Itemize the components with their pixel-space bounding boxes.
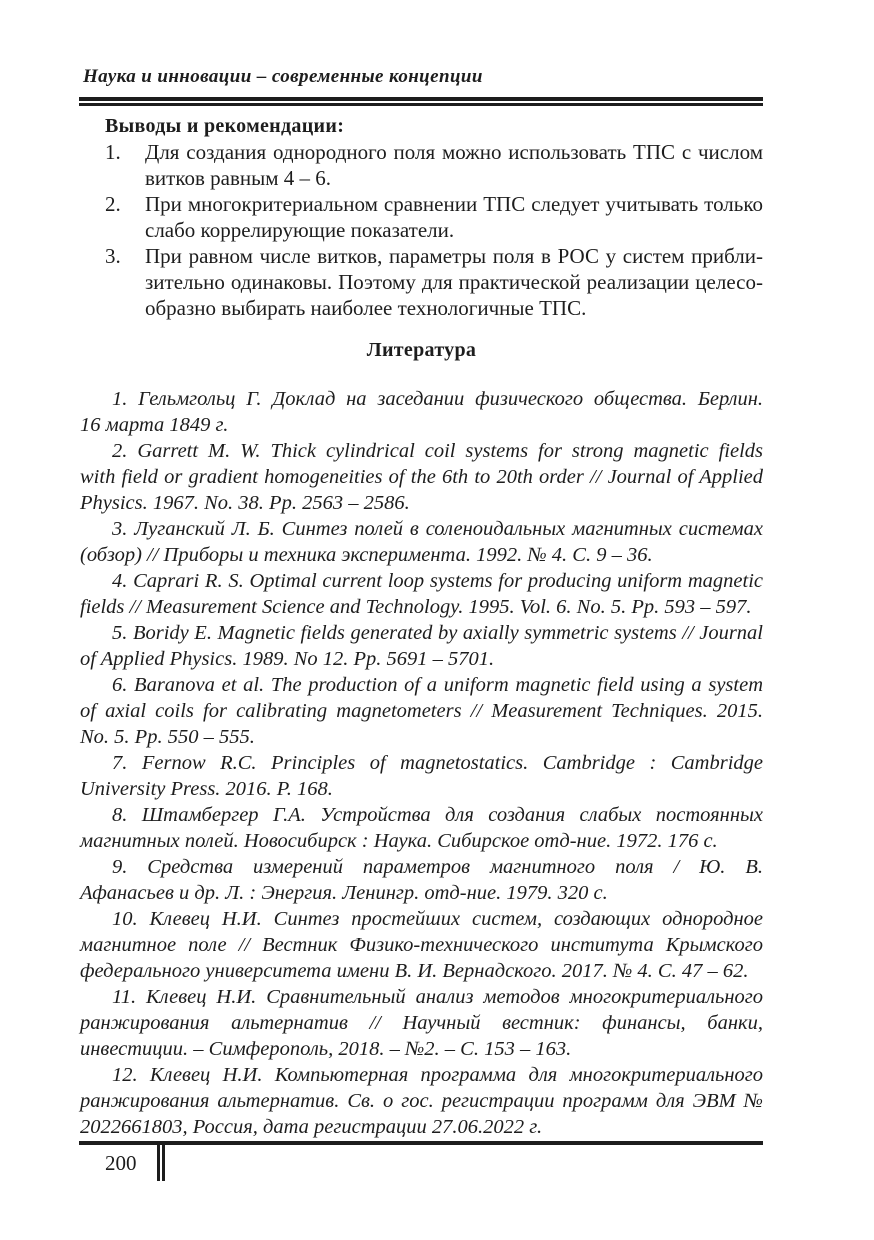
conclusion-list-item: [80, 191, 763, 243]
reference-item: [80, 568, 763, 620]
reference-item: [80, 620, 763, 672]
text-line: магнитных полей. Новосибирск : Наука. Сибирское отд-ние. 1972. 176 с.: [80, 830, 718, 852]
text-line: 16 марта 1849 г.: [80, 414, 229, 436]
text-line: федерального университета имени В. И. Вернадского. 2017. № 4. С. 47 – 62.: [80, 960, 749, 982]
running-header-title: Наука и инновации – современные концепции: [83, 66, 483, 87]
text-line: зительно одинаковы. Поэтому для практической реализации целесо-: [145, 270, 763, 294]
text-line: 9. Средства измерений параметров магнитного поля / Ю. В.: [112, 856, 763, 878]
conclusion-list-item: [80, 243, 763, 321]
footer-divider-bar: [157, 1145, 165, 1181]
text-line: of axial coils for calibrating magnetometers // Measurement Techniques. 2015.: [80, 700, 763, 722]
header-rule: [79, 97, 763, 106]
reference-item: [80, 984, 763, 1062]
conclusions-heading: Выводы и рекомендации:: [105, 115, 345, 137]
text-line: 8. Штамбергер Г.А. Устройства для создания слабых постоянных: [112, 804, 763, 826]
literature-heading: Литература: [366, 339, 477, 361]
list-item-text: [145, 139, 763, 191]
text-line: University Press. 2016. P. 168.: [80, 778, 333, 800]
reference-item: [80, 386, 763, 438]
reference-item: [80, 854, 763, 906]
reference-item: [80, 802, 763, 854]
text-line: 7. Fernow R.C. Principles of magnetostatics. Cambridge : Cambridge: [112, 752, 763, 774]
text-line: образно выбирать наиболее технологичные ТПС.: [145, 296, 587, 320]
text-line: 10. Клевец Н.И. Синтез простейших систем, создающих однородное: [112, 908, 763, 930]
text-line: слабо коррелирующие показатели.: [145, 218, 455, 242]
reference-item: [80, 438, 763, 516]
text-line: При многокритериальном сравнении ТПС следует учитывать только: [145, 192, 763, 216]
text-line: Physics. 1967. No. 38. Pp. 2563 – 2586.: [80, 492, 410, 514]
text-line: ранжирования альтернатив. Св. о гос. регистрации программ для ЭВМ №: [80, 1090, 763, 1112]
text-line: (обзор) // Приборы и техника эксперимента. 1992. № 4. С. 9 – 36.: [80, 544, 653, 566]
page-number: 200: [105, 1151, 137, 1175]
reference-item: [80, 1062, 763, 1140]
list-item-number: 1.: [105, 140, 121, 164]
text-line: 2. Garrett M. W. Thick cylindrical coil systems for strong magnetic fields: [112, 440, 763, 462]
conclusions-list: [80, 139, 763, 321]
text-line: with field or gradient homogeneities of the 6th to 20th order // Journal of Applied: [80, 466, 763, 488]
text-line: Афанасьев и др. Л. : Энергия. Ленингр. отд-ние. 1979. 320 с.: [80, 882, 608, 904]
text-line: 3. Луганский Л. Б. Синтез полей в соленоидальных магнитных системах: [112, 518, 763, 540]
text-line: 5. Boridy E. Magnetic fields generated by axially symmetric systems // Journal: [112, 622, 763, 644]
reference-item: [80, 750, 763, 802]
list-item-text: [145, 243, 763, 321]
reference-item: [80, 516, 763, 568]
text-line: ранжирования альтернатив // Научный вестник: финансы, банки,: [80, 1012, 763, 1034]
text-line: 4. Caprari R. S. Optimal current loop systems for producing uniform magnetic: [112, 570, 763, 592]
text-line: Для создания однородного поля можно использовать ТПС с числом: [145, 140, 763, 164]
text-line: No. 5. Pp. 550 – 555.: [80, 726, 255, 748]
text-line: витков равным 4 – 6.: [145, 166, 332, 190]
text-line: 2022661803, Россия, дата регистрации 27.06.2022 г.: [80, 1116, 543, 1138]
text-line: инвестиции. – Симферополь, 2018. – №2. – С. 153 – 163.: [80, 1038, 572, 1060]
text-line: 6. Baranova et al. The production of a uniform magnetic field using a system: [112, 674, 763, 696]
reference-item: [80, 672, 763, 750]
reference-item: [80, 906, 763, 984]
page-footer: [79, 1141, 763, 1195]
text-line: магнитное поле // Вестник Физико-технического института Крымского: [80, 934, 763, 956]
list-item-number: 2.: [105, 192, 121, 216]
text-line: 11. Клевец Н.И. Сравнительный анализ методов многокритериального: [112, 986, 763, 1008]
list-item-number: 3.: [105, 244, 121, 268]
conclusion-list-item: [80, 139, 763, 191]
references-list: [80, 386, 763, 1140]
text-line: of Applied Physics. 1989. No 12. Pp. 5691 – 5701.: [80, 648, 495, 670]
text-line: 1. Гельмгольц Г. Доклад на заседании физического общества. Берлин.: [112, 388, 763, 410]
text-line: fields // Measurement Science and Technology. 1995. Vol. 6. No. 5. Pp. 593 – 597.: [80, 596, 752, 618]
text-line: При равном числе витков, параметры поля в РОС у систем прибли-: [145, 244, 763, 268]
list-item-text: [145, 191, 763, 243]
text-line: 12. Клевец Н.И. Компьютерная программа для многокритериального: [112, 1064, 763, 1086]
